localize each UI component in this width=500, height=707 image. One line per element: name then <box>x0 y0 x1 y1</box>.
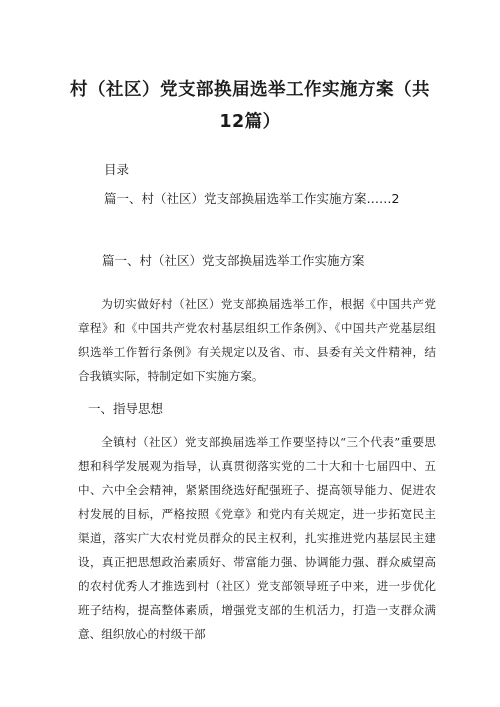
intro-paragraph: 为切实做好村（社区）党支部换届选举工作，根据《中国共产党章程》和《中国共产党农村基层组织工作条例》、《中国共产党基层组织选举工作暂行条例》有关规定以及省、市、县委有关文件精神，结合我镇实际，特制定如下实施方案。 <box>78 297 436 383</box>
body-paragraph: 全镇村（社区）党支部换届选举工作要坚持以“三个代表”重要思想和科学发展观为指导，认真贯彻落实党的二十大和十七届四中、五中、六中全会精神，紧紧围绕选好配强班子、提高领导能力、促进农村发展的目标，严格按照《党章》和党内有关规定，进一步拓宽民主渠道，落实广大农村党员群众的民主权利，扎实推进党内基层民主建设，真正把思想政治素质好、带富能力强、协调能力强、群众威望高的农村优秀人才推选到村（社区）党支部领导班子中来，进一步优化班子结构，提高整体素质，增强党支部的生机活力，打造一支群众满意、组织放心的村级干部 <box>78 435 436 641</box>
document-title: 村（社区）党支部换届选举工作实施方案（共12篇） <box>70 80 430 132</box>
section-heading: 篇一、村（社区）党支部换届选举工作实施方案 <box>102 253 365 268</box>
subsection-heading: 一、指导思想 <box>88 401 164 416</box>
toc-item[interactable]: 篇一、村（社区）党支部换届选举工作实施方案……2 <box>104 191 400 206</box>
toc-label: 目录 <box>104 162 130 177</box>
